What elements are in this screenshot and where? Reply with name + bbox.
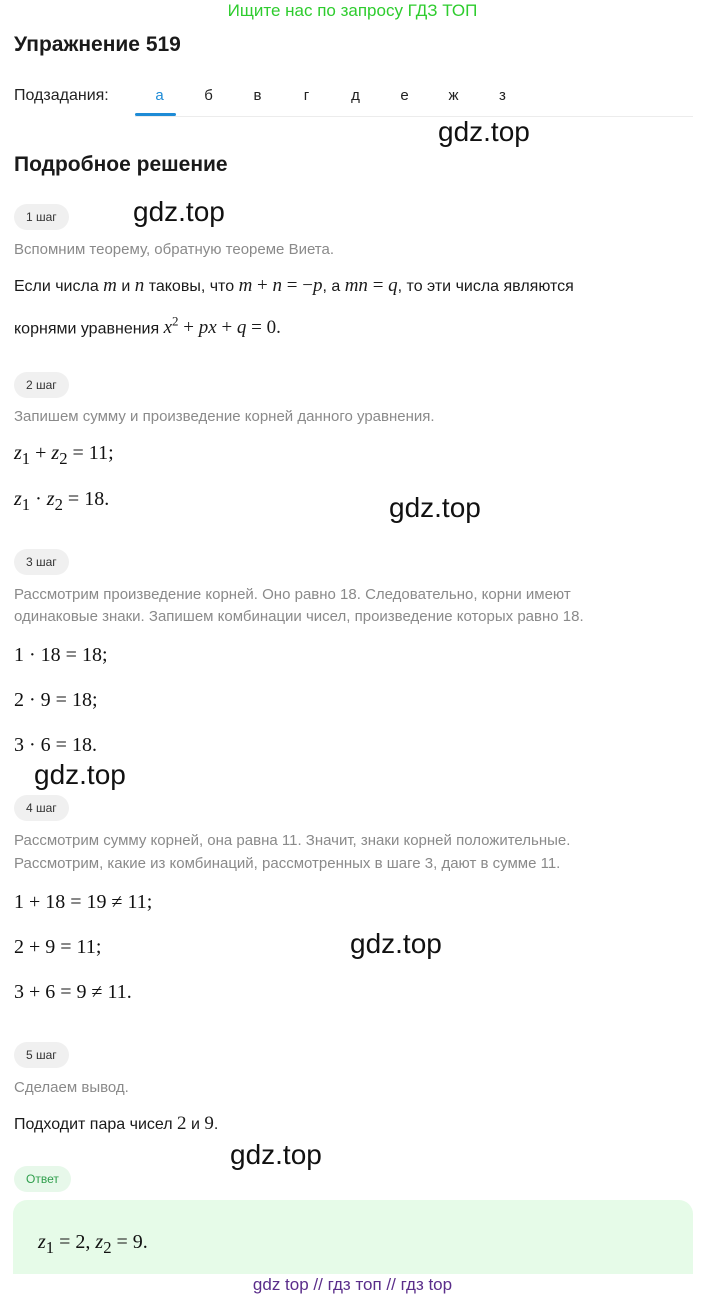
tab-z[interactable]: з: [499, 87, 506, 104]
math-line: 3 · 6 = 18.: [14, 734, 97, 756]
watermark: gdz.top: [350, 928, 442, 959]
watermark: gdz.top: [389, 492, 481, 523]
step-hint: одинаковые знаки. Запишем комбинации чисел, произведение которых равно 18.: [14, 608, 584, 625]
math-line: 2 + 9 = 11;: [14, 936, 102, 958]
watermark: gdz.top: [133, 196, 225, 227]
step-badge: 2 шаг: [14, 372, 69, 398]
step-hint: Рассмотрим произведение корней. Оно равно 18. Следовательно, корни имеют: [14, 586, 571, 603]
math-line: $z_1 \cdot z_2 = 18$.: [14, 488, 110, 514]
tab-zh[interactable]: ж: [448, 87, 459, 104]
step-badge: 3 шаг: [14, 549, 69, 575]
watermark: gdz.top: [230, 1139, 322, 1170]
tab-b[interactable]: б: [204, 87, 213, 104]
answer-badge: Ответ: [14, 1166, 71, 1192]
tabs-divider: [135, 116, 693, 117]
step-badge: 1 шаг: [14, 204, 69, 230]
solution-heading: Подробное решение: [14, 153, 228, 176]
step-hint: Запишем сумму и произведение корней данного уравнения.: [14, 408, 435, 425]
top-banner: Ищите нас по запросу ГДЗ ТОП: [227, 1, 478, 20]
step-badge: 4 шаг: [14, 795, 69, 821]
watermark: gdz.top: [438, 116, 530, 147]
math-line: 2 · 9 = 18;: [14, 689, 98, 711]
subtasks-label: Подзадания:: [14, 87, 109, 104]
step-hint: Сделаем вывод.: [14, 1079, 129, 1096]
step-hint: Рассмотрим, какие из комбинаций, рассмотренных в шаге 3, дают в сумме 11.: [14, 855, 561, 872]
watermark: gdz.top: [34, 759, 126, 790]
step-text: Подходит пара чисел 2 и 9.: [14, 1113, 219, 1134]
subtask-tabs: [135, 84, 527, 108]
tab-d[interactable]: д: [351, 87, 360, 104]
tab-a[interactable]: а: [155, 87, 164, 104]
answer-math: $z_1 = 2$, $z_2 = 9$.: [38, 1231, 148, 1257]
step-text: корнями уравнения $x^2$ + px + q = 0.: [14, 314, 281, 339]
page-title: Упражнение 519: [14, 33, 181, 56]
step-text: Если числа m и n таковы, что m + n = −p, а mn = q, то эти числа являются: [14, 275, 574, 296]
math-line: $z_1 + z_2 = 11$;: [14, 442, 114, 468]
tab-e[interactable]: е: [400, 87, 409, 104]
step-badge: 5 шаг: [14, 1042, 69, 1068]
tab-v[interactable]: в: [253, 87, 262, 104]
footer-links: gdz top // гдз топ // гдз top: [252, 1275, 453, 1294]
tab-g[interactable]: г: [303, 87, 310, 104]
math-line: 3 + 6 = 9 ≠ 11.: [14, 981, 132, 1003]
step-hint: Рассмотрим сумму корней, она равна 11. Значит, знаки корней положительные.: [14, 832, 571, 849]
step-hint: Вспомним теорему, обратную теореме Виета.: [14, 241, 335, 258]
math-line: 1 · 18 = 18;: [14, 644, 108, 666]
math-line: 1 + 18 = 19 ≠ 11;: [14, 891, 153, 913]
